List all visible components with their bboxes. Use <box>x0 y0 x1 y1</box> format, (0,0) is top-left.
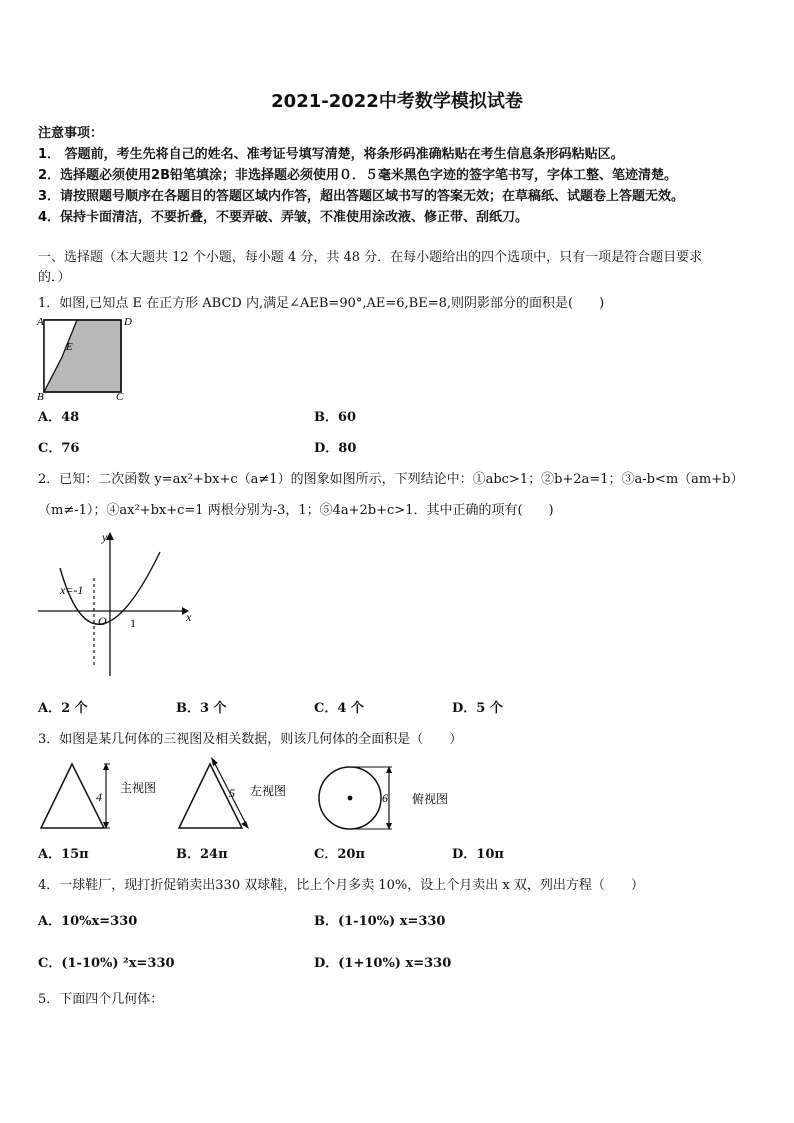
q2-option-a: A．2 个 <box>38 701 88 716</box>
q1-label-a: A <box>37 316 44 328</box>
q3-option-a: A．15π <box>38 847 89 862</box>
q3-top-view-center <box>348 796 353 801</box>
q2-stem-line1: 2．已知：二次函数 y=ax²+bx+c（a≠1）的图象如图所示，下列结论中：①abc>1；②b+2a=1；③a-b<m（am+b） <box>38 472 744 487</box>
q3-option-d: D．10π <box>452 847 504 862</box>
page-title: 2021-2022中考数学模拟试卷 <box>271 91 523 112</box>
q3-three-views-figure <box>36 758 456 832</box>
note-item: 3．请按照题号顺序在各题目的答题区域内作答，超出答题区域书写的答案无效；在草稿纸、试题卷上答题无效。 <box>38 189 685 204</box>
q4-option-c: C．(1-10%) ²x=330 <box>38 956 175 971</box>
q2-parabola-figure <box>36 528 198 680</box>
q2-label-y: y <box>102 530 108 544</box>
q3-label-top: 俯视图 <box>412 792 449 806</box>
q4-option-a: A．10%x=330 <box>38 914 138 929</box>
q3-stem: 3．如图是某几何体的三视图及相关数据，则该几何体的全面积是（ ） <box>38 732 463 747</box>
q1-option-a: A．48 <box>38 410 80 425</box>
note-item: 1． 答题前，考生先将自己的姓名、准考证号填写清楚，将条形码准确粘贴在考生信息条形码粘贴区。 <box>38 147 624 162</box>
q1-label-c: C <box>116 391 124 403</box>
q2-label-origin: O <box>98 614 107 628</box>
q3-label-front: 主视图 <box>120 781 157 795</box>
q4-option-b: B．(1-10%) x=330 <box>314 914 446 929</box>
q2-option-c: C．4 个 <box>314 701 364 716</box>
q1-label-b: B <box>37 391 44 403</box>
q3-label-diameter: 6 <box>382 791 388 805</box>
q2-option-d: D．5 个 <box>452 701 503 716</box>
q3-label-slant: 5 <box>229 786 235 800</box>
q2-option-b: B．3 个 <box>176 701 227 716</box>
q5-stem: 5．下面四个几何体： <box>38 992 164 1007</box>
q1-square-figure <box>36 315 131 403</box>
section-heading-line1: 一、选择题（本大题共 12 个小题，每小题 4 分，共 48 分．在每小题给出的四个选项中，只有一项是符合题目要求 <box>38 250 703 265</box>
q1-label-e: E <box>66 341 73 353</box>
q1-option-b: B．60 <box>314 410 357 425</box>
q1-option-d: D．80 <box>314 441 357 456</box>
q1-stem: 1．如图,已知点 E 在正方形 ABCD 内,满足∠AEB=90°,AE=6,BE=8,则阴影部分的面积是( ) <box>38 296 605 311</box>
q3-option-c: C．20π <box>314 847 365 862</box>
q4-stem: 4．一球鞋厂，现打折促销卖出330 双球鞋，比上个月多卖 10%，设上个月卖出 x 双，列出方程（ ） <box>38 878 644 893</box>
notes-heading: 注意事项： <box>38 126 104 141</box>
q2-stem-line2: （m≠-1）；④ax²+bx+c=1 两根分别为-3，1；⑤4a+2b+c>1．其中正确的项有( ) <box>38 503 554 518</box>
q2-label-x: x <box>186 610 192 624</box>
note-item: 2．选择题必须使用2B铅笔填涂；非选择题必须使用０．５毫米黑色字迹的签字笔书写，字体工整、笔迹清楚。 <box>38 168 678 183</box>
q4-option-d: D．(1+10%) x=330 <box>314 956 452 971</box>
q3-label-height: 4 <box>96 790 102 804</box>
q3-option-b: B．24π <box>176 847 228 862</box>
note-item: 4．保持卡面清洁，不要折叠，不要弄破、弄皱，不准使用涂改液、修正带、刮纸刀。 <box>38 210 529 225</box>
q1-label-d: D <box>124 316 132 328</box>
q1-option-c: C．76 <box>38 441 80 456</box>
q2-label-axis: x=-1 <box>60 583 84 597</box>
q3-label-side: 左视图 <box>250 784 287 798</box>
q2-label-one: 1 <box>130 616 136 630</box>
q3-front-view-triangle <box>41 764 104 828</box>
section-heading-line2: 的．） <box>38 270 71 285</box>
